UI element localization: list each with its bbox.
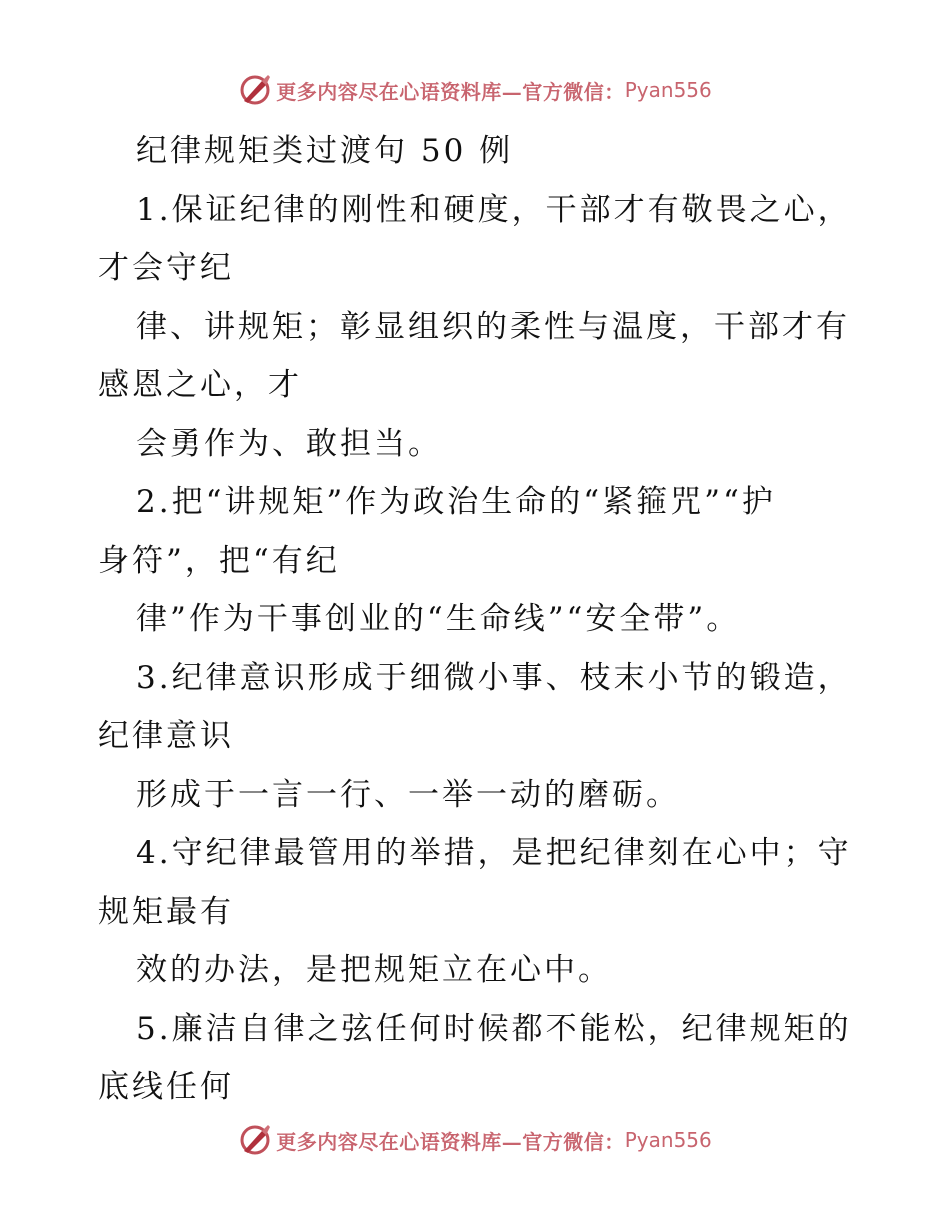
banner-wechat-id: Pyan556	[624, 78, 712, 102]
banner-wechat-id: Pyan556	[624, 1128, 712, 1152]
document-body	[98, 122, 858, 1117]
pen-logo-icon	[238, 73, 272, 107]
text-line: 2.把“讲规矩”作为政治生命的“紧箍咒”“护	[136, 484, 776, 520]
text-line: 规矩最有	[98, 893, 234, 930]
document-title: 纪律规矩类过渡句 50 例	[136, 133, 514, 169]
text-line: 形成于一言一行、一举一动的磨砺。	[136, 776, 680, 813]
text-line: 纪律意识	[98, 718, 234, 754]
text-line: 会勇作为、敢担当。	[136, 425, 442, 462]
footer-watermark	[0, 1120, 950, 1160]
pen-logo-icon	[238, 1123, 272, 1157]
text-line: 5.廉洁自律之弦任何时候都不能松，纪律规矩的	[136, 1010, 852, 1047]
header-watermark	[0, 70, 950, 110]
text-line: 效的办法，是把规矩立在心中。	[136, 952, 612, 988]
banner-text: 更多内容尽在心语资料库—官方微信：	[276, 79, 625, 104]
text-line: 律、讲规矩；彰显组织的柔性与温度，干部才有	[136, 308, 850, 345]
text-line: 身符”，把“有纪	[98, 542, 340, 579]
text-line: 4.守纪律最管用的举措，是把纪律刻在心中；守	[136, 835, 852, 871]
text-line: 律”作为干事创业的“生命线”“安全带”。	[136, 601, 741, 637]
text-line: 才会守纪	[98, 250, 234, 286]
text-line: 1.保证纪律的刚性和硬度，干部才有敬畏之心，	[136, 191, 852, 228]
text-line: 感恩之心，才	[98, 367, 302, 403]
banner-text: 更多内容尽在心语资料库—官方微信：	[276, 1129, 625, 1154]
text-line: 3.纪律意识形成于细微小事、枝末小节的锻造，	[136, 659, 852, 696]
text-line: 底线任何	[98, 1069, 234, 1105]
